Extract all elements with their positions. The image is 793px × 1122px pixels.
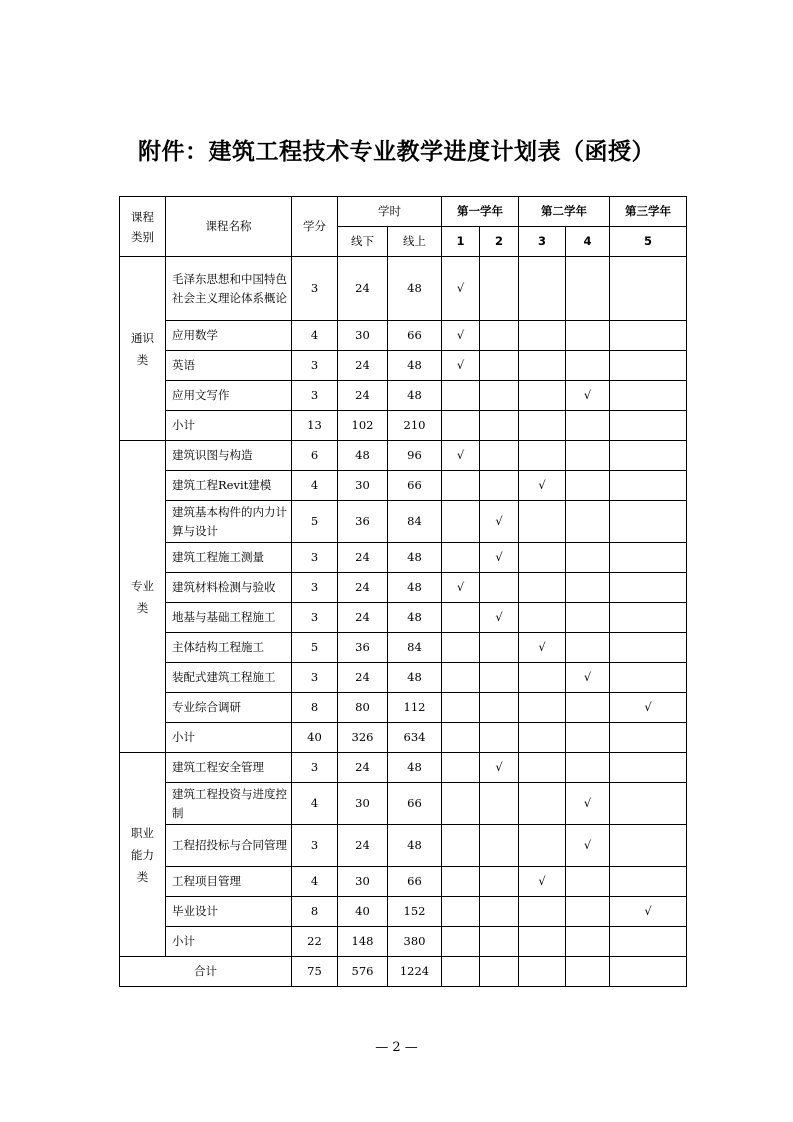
course-name-cell: 建筑工程施工测量	[166, 543, 292, 573]
offline-hours-cell: 30	[338, 471, 388, 501]
table-row	[120, 321, 687, 351]
semester-2-cell	[480, 411, 519, 441]
checkmark-icon: √	[583, 388, 592, 402]
course-name-cell: 小计	[166, 411, 292, 441]
semester-5-cell	[610, 897, 687, 927]
semester-4-cell	[566, 543, 610, 573]
semester-3-cell	[519, 381, 566, 411]
category-label: 专业类	[131, 578, 154, 615]
semester-2-cell	[480, 867, 519, 897]
semester-2-cell	[480, 693, 519, 723]
semester-5-cell	[610, 867, 687, 897]
semester-5-cell	[610, 573, 687, 603]
semester-4-cell	[566, 257, 610, 321]
semester-4-cell	[566, 351, 610, 381]
checkmark-icon: √	[456, 358, 465, 372]
checkmark-icon: √	[538, 874, 546, 888]
offline-hours-cell: 326	[338, 723, 388, 753]
semester-2-cell	[480, 471, 519, 501]
semester-3-cell	[519, 471, 566, 501]
offline-hours-cell: 24	[338, 351, 388, 381]
table-row	[120, 825, 687, 867]
course-name-cell: 主体结构工程施工	[166, 633, 292, 663]
semester-3-cell	[519, 693, 566, 723]
online-hours-cell: 210	[388, 411, 442, 441]
header-semester-1: 1	[442, 227, 480, 257]
checkmark-icon: √	[495, 760, 503, 774]
offline-hours-cell: 102	[338, 411, 388, 441]
credits-cell: 3	[292, 573, 338, 603]
credits-cell: 3	[292, 825, 338, 867]
table-row	[120, 381, 687, 411]
semester-4-cell	[566, 603, 610, 633]
checkmark-icon: √	[456, 448, 465, 462]
credits-cell: 3	[292, 257, 338, 321]
table-row	[120, 543, 687, 573]
semester-5-cell	[610, 501, 687, 543]
semester-2-cell	[480, 351, 519, 381]
semester-4-cell	[566, 573, 610, 603]
credits-cell: 8	[292, 897, 338, 927]
semester-3-cell	[519, 441, 566, 471]
header-semester-2: 2	[480, 227, 519, 257]
credits-cell: 13	[292, 411, 338, 441]
offline-hours-cell: 30	[338, 867, 388, 897]
semester-1-cell	[442, 411, 480, 441]
credits-cell: 3	[292, 603, 338, 633]
category-label: 通识类	[131, 330, 154, 367]
total-semester-4-cell	[566, 957, 610, 987]
credits-cell: 3	[292, 543, 338, 573]
checkmark-icon: √	[456, 580, 465, 594]
semester-1-cell	[442, 381, 480, 411]
semester-5-cell	[610, 257, 687, 321]
course-name-cell: 建筑识图与构造	[166, 441, 292, 471]
table-row	[120, 753, 687, 783]
semester-3-cell	[519, 351, 566, 381]
course-name-cell: 专业综合调研	[166, 693, 292, 723]
offline-hours-cell: 24	[338, 257, 388, 321]
semester-3-cell	[519, 543, 566, 573]
credits-cell: 5	[292, 633, 338, 663]
online-hours-cell: 112	[388, 693, 442, 723]
semester-5-cell	[610, 381, 687, 411]
header-category: 课程类别	[120, 197, 166, 257]
semester-1-cell	[442, 825, 480, 867]
semester-2-cell	[480, 723, 519, 753]
online-hours-cell: 152	[388, 897, 442, 927]
header-year1: 第一学年	[442, 197, 519, 227]
offline-hours-cell: 36	[338, 501, 388, 543]
online-hours-cell: 66	[388, 321, 442, 351]
semester-2-cell	[480, 381, 519, 411]
semester-2-cell	[480, 321, 519, 351]
credits-cell: 3	[292, 753, 338, 783]
semester-1-cell	[442, 693, 480, 723]
semester-3-cell	[519, 663, 566, 693]
offline-hours-cell: 30	[338, 321, 388, 351]
online-hours-cell: 48	[388, 257, 442, 321]
online-hours-cell: 380	[388, 927, 442, 957]
total-semester-2-cell	[480, 957, 519, 987]
semester-3-cell	[519, 723, 566, 753]
semester-5-cell	[610, 441, 687, 471]
semester-2-cell	[480, 633, 519, 663]
semester-2-cell	[480, 543, 519, 573]
semester-3-cell	[519, 897, 566, 927]
semester-4-cell	[566, 753, 610, 783]
total-semester-5-cell	[610, 957, 687, 987]
total-credits-cell: 75	[292, 957, 338, 987]
semester-3-cell	[519, 573, 566, 603]
checkmark-icon: √	[583, 670, 592, 684]
credits-cell: 4	[292, 783, 338, 825]
semester-2-cell	[480, 501, 519, 543]
offline-hours-cell: 40	[338, 897, 388, 927]
online-hours-cell: 66	[388, 783, 442, 825]
semester-1-cell	[442, 663, 480, 693]
header-year2: 第二学年	[519, 197, 610, 227]
semester-2-cell	[480, 783, 519, 825]
credits-cell: 4	[292, 471, 338, 501]
semester-1-cell	[442, 603, 480, 633]
semester-1-cell	[442, 573, 480, 603]
semester-5-cell	[610, 351, 687, 381]
table-row	[120, 867, 687, 897]
total-label: 合计	[120, 957, 292, 987]
table-row	[120, 441, 687, 471]
checkmark-icon: √	[495, 514, 503, 528]
offline-hours-cell: 24	[338, 663, 388, 693]
semester-1-cell	[442, 351, 480, 381]
semester-5-cell	[610, 753, 687, 783]
semester-1-cell	[442, 783, 480, 825]
semester-1-cell	[442, 753, 480, 783]
header-hours: 学时	[338, 197, 442, 227]
table-row	[120, 783, 687, 825]
semester-4-cell	[566, 825, 610, 867]
semester-2-cell	[480, 897, 519, 927]
credits-cell: 3	[292, 351, 338, 381]
semester-3-cell	[519, 783, 566, 825]
header-online: 线上	[388, 227, 442, 257]
offline-hours-cell: 30	[338, 783, 388, 825]
checkmark-icon: √	[583, 838, 592, 852]
semester-1-cell	[442, 501, 480, 543]
semester-2-cell	[480, 441, 519, 471]
semester-4-cell	[566, 471, 610, 501]
course-name-cell: 建筑工程投资与进度控制	[166, 783, 292, 825]
online-hours-cell: 96	[388, 441, 442, 471]
semester-5-cell	[610, 927, 687, 957]
online-hours-cell: 48	[388, 381, 442, 411]
table-row	[120, 501, 687, 543]
table-row	[120, 573, 687, 603]
table-row	[120, 351, 687, 381]
table-row	[120, 603, 687, 633]
online-hours-cell: 84	[388, 633, 442, 663]
table-row	[120, 257, 687, 321]
offline-hours-cell: 24	[338, 603, 388, 633]
semester-5-cell	[610, 321, 687, 351]
checkmark-icon: √	[456, 328, 465, 342]
offline-hours-cell: 24	[338, 753, 388, 783]
semester-1-cell	[442, 723, 480, 753]
offline-hours-cell: 24	[338, 381, 388, 411]
semester-4-cell	[566, 723, 610, 753]
semester-4-cell	[566, 411, 610, 441]
table-row	[120, 633, 687, 663]
header-offline: 线下	[338, 227, 388, 257]
course-name-cell: 建筑材料检测与验收	[166, 573, 292, 603]
table-row	[120, 411, 687, 441]
course-name-cell: 建筑工程Revit建模	[166, 471, 292, 501]
online-hours-cell: 48	[388, 663, 442, 693]
category-cell	[120, 441, 166, 753]
checkmark-icon: √	[495, 610, 503, 624]
offline-hours-cell: 48	[338, 441, 388, 471]
semester-4-cell	[566, 897, 610, 927]
checkmark-icon: √	[538, 478, 546, 492]
online-hours-cell: 48	[388, 543, 442, 573]
document-title: 附件：建筑工程技术专业教学进度计划表（函授）	[138, 139, 655, 165]
course-name-cell: 小计	[166, 723, 292, 753]
semester-2-cell	[480, 257, 519, 321]
course-name-cell: 英语	[166, 351, 292, 381]
semester-1-cell	[442, 867, 480, 897]
offline-hours-cell: 148	[338, 927, 388, 957]
header-course-name: 课程名称	[166, 197, 292, 257]
header-semester-5: 5	[610, 227, 687, 257]
semester-4-cell	[566, 927, 610, 957]
semester-5-cell	[610, 543, 687, 573]
online-hours-cell: 48	[388, 825, 442, 867]
semester-5-cell	[610, 633, 687, 663]
semester-4-cell	[566, 441, 610, 471]
table-row	[120, 663, 687, 693]
checkmark-icon: √	[644, 904, 652, 918]
table-row	[120, 693, 687, 723]
semester-4-cell	[566, 693, 610, 723]
semester-2-cell	[480, 927, 519, 957]
category-cell	[120, 257, 166, 441]
semester-3-cell	[519, 257, 566, 321]
online-hours-cell: 66	[388, 867, 442, 897]
semester-4-cell	[566, 633, 610, 663]
header-credits: 学分	[292, 197, 338, 257]
offline-hours-cell: 24	[338, 573, 388, 603]
online-hours-cell: 84	[388, 501, 442, 543]
semester-1-cell	[442, 633, 480, 663]
course-name-cell: 应用文写作	[166, 381, 292, 411]
semester-2-cell	[480, 753, 519, 783]
course-name-cell: 建筑基本构件的内力计算与设计	[166, 501, 292, 543]
checkmark-icon: √	[495, 550, 503, 564]
semester-4-cell	[566, 381, 610, 411]
online-hours-cell: 48	[388, 351, 442, 381]
checkmark-icon: √	[644, 700, 652, 714]
semester-1-cell	[442, 321, 480, 351]
semester-5-cell	[610, 723, 687, 753]
semester-2-cell	[480, 825, 519, 867]
semester-1-cell	[442, 471, 480, 501]
credits-cell: 40	[292, 723, 338, 753]
total-online-cell: 1224	[388, 957, 442, 987]
page-number: — 2 —	[375, 1040, 418, 1055]
semester-5-cell	[610, 825, 687, 867]
semester-5-cell	[610, 693, 687, 723]
semester-5-cell	[610, 663, 687, 693]
course-name-cell: 工程招投标与合同管理	[166, 825, 292, 867]
header-semester-3: 3	[519, 227, 566, 257]
semester-1-cell	[442, 927, 480, 957]
course-name-cell: 建筑工程安全管理	[166, 753, 292, 783]
offline-hours-cell: 36	[338, 633, 388, 663]
offline-hours-cell: 24	[338, 825, 388, 867]
course-name-cell: 小计	[166, 927, 292, 957]
semester-2-cell	[480, 573, 519, 603]
semester-1-cell	[442, 441, 480, 471]
semester-4-cell	[566, 867, 610, 897]
semester-4-cell	[566, 501, 610, 543]
credits-cell: 3	[292, 663, 338, 693]
semester-5-cell	[610, 783, 687, 825]
semester-3-cell	[519, 927, 566, 957]
course-name-cell: 地基与基础工程施工	[166, 603, 292, 633]
semester-3-cell	[519, 633, 566, 663]
credits-cell: 22	[292, 927, 338, 957]
course-name-cell: 装配式建筑工程施工	[166, 663, 292, 693]
semester-3-cell	[519, 411, 566, 441]
total-semester-3-cell	[519, 957, 566, 987]
course-name-cell: 工程项目管理	[166, 867, 292, 897]
online-hours-cell: 66	[388, 471, 442, 501]
table-row	[120, 471, 687, 501]
semester-3-cell	[519, 321, 566, 351]
semester-4-cell	[566, 663, 610, 693]
checkmark-icon: √	[456, 281, 465, 295]
total-semester-1-cell	[442, 957, 480, 987]
credits-cell: 3	[292, 381, 338, 411]
course-name-cell: 毕业设计	[166, 897, 292, 927]
credits-cell: 4	[292, 867, 338, 897]
table-row	[120, 897, 687, 927]
semester-5-cell	[610, 471, 687, 501]
semester-4-cell	[566, 321, 610, 351]
online-hours-cell: 48	[388, 573, 442, 603]
checkmark-icon: √	[538, 640, 546, 654]
semester-5-cell	[610, 603, 687, 633]
table-row	[120, 927, 687, 957]
semester-1-cell	[442, 897, 480, 927]
semester-1-cell	[442, 543, 480, 573]
category-cell	[120, 753, 166, 957]
checkmark-icon: √	[583, 796, 592, 810]
category-label: 职业能力类	[131, 825, 154, 884]
online-hours-cell: 634	[388, 723, 442, 753]
offline-hours-cell: 80	[338, 693, 388, 723]
semester-4-cell	[566, 783, 610, 825]
semester-5-cell	[610, 411, 687, 441]
credits-cell: 4	[292, 321, 338, 351]
credits-cell: 8	[292, 693, 338, 723]
course-name-cell: 毛泽东思想和中国特色社会主义理论体系概论	[166, 257, 292, 321]
total-row	[120, 957, 687, 987]
semester-3-cell	[519, 867, 566, 897]
semester-2-cell	[480, 663, 519, 693]
course-name-cell: 应用数学	[166, 321, 292, 351]
semester-1-cell	[442, 257, 480, 321]
semester-3-cell	[519, 603, 566, 633]
offline-hours-cell: 24	[338, 543, 388, 573]
header-semester-4: 4	[566, 227, 610, 257]
semester-2-cell	[480, 603, 519, 633]
semester-3-cell	[519, 753, 566, 783]
header-year3: 第三学年	[610, 197, 687, 227]
semester-3-cell	[519, 825, 566, 867]
table-row	[120, 723, 687, 753]
teaching-plan-table	[119, 196, 687, 987]
semester-3-cell	[519, 501, 566, 543]
credits-cell: 5	[292, 501, 338, 543]
online-hours-cell: 48	[388, 753, 442, 783]
credits-cell: 6	[292, 441, 338, 471]
online-hours-cell: 48	[388, 603, 442, 633]
total-offline-cell: 576	[338, 957, 388, 987]
